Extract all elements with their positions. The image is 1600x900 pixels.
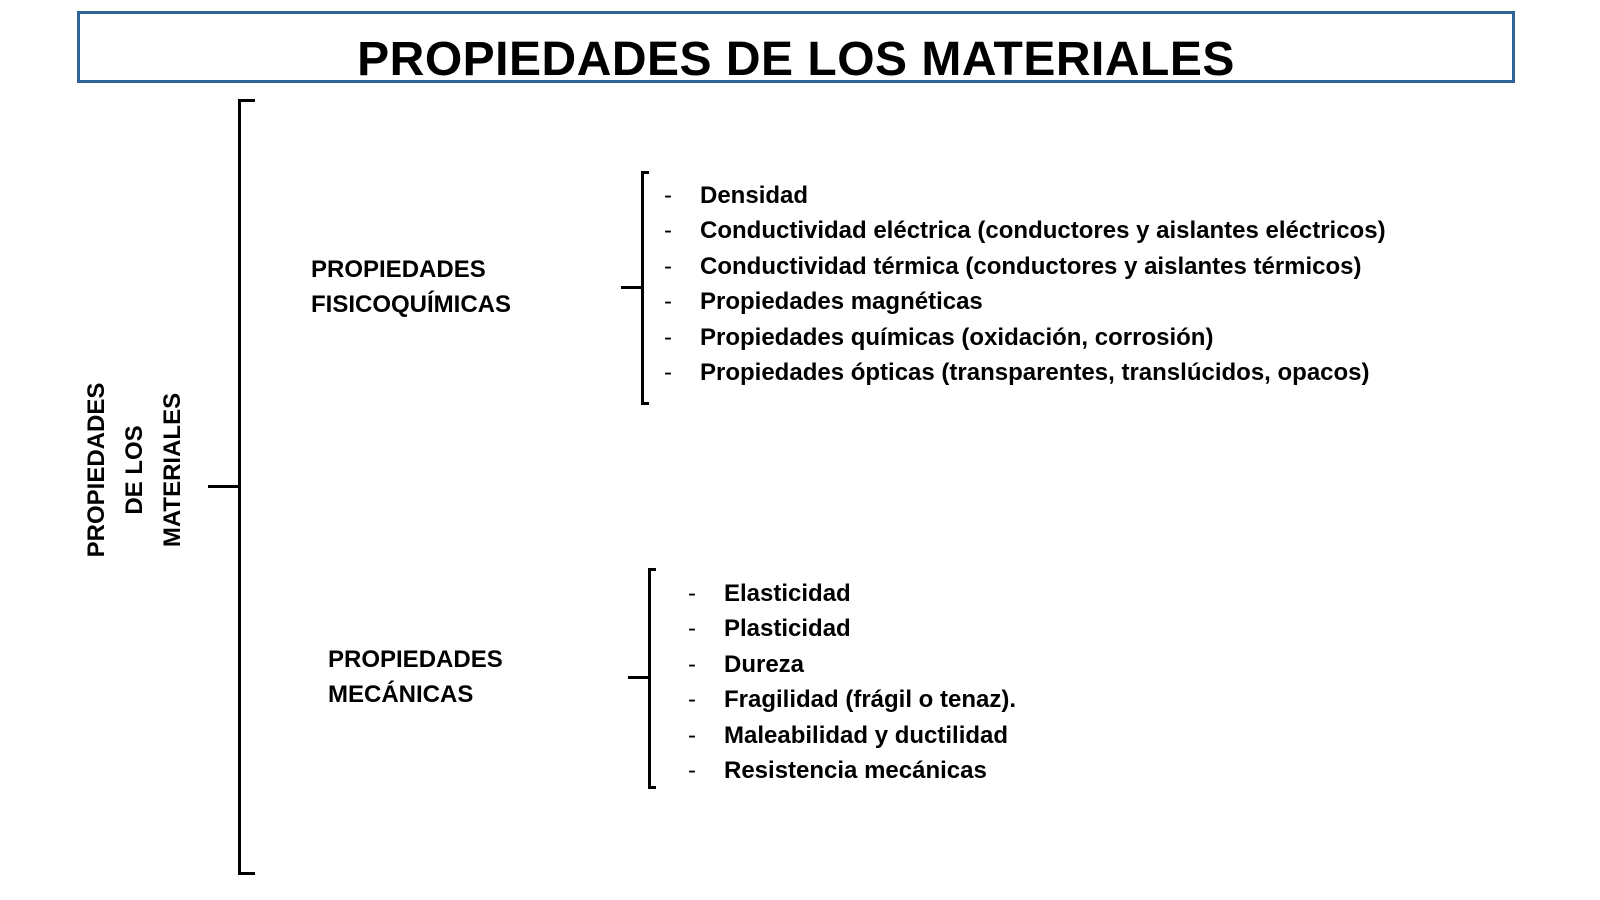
group-label-mecanicas: [328, 642, 503, 712]
item-text: Elasticidad: [724, 580, 851, 607]
list-item: [664, 213, 1386, 248]
mecanicas-bracket-stem: [628, 676, 651, 679]
root-label-line: DE LOS: [121, 425, 148, 515]
item-text: Dureza: [724, 650, 805, 678]
group-label-line: FISICOQUÍMICAS: [311, 291, 512, 318]
group-label-line: PROPIEDADES: [328, 646, 503, 673]
item-text: Propiedades químicas (oxidación, corrosión): [700, 323, 1214, 351]
main-bracket: [238, 99, 255, 875]
list-item: [664, 320, 1386, 355]
list-item: [664, 178, 1386, 213]
dash-bullet-icon: -: [688, 721, 696, 749]
list-item: [688, 576, 1016, 611]
list-item: [688, 647, 1016, 682]
dash-bullet-icon: -: [664, 252, 672, 280]
item-text: Conductividad térmica (conductores y aislantes térmicos): [700, 252, 1362, 280]
item-text: Plasticidad: [724, 615, 851, 643]
list-item: [664, 249, 1386, 284]
title-box: [77, 11, 1515, 86]
list-item: [688, 611, 1016, 646]
item-text: Propiedades ópticas (transparentes, translúcidos, opacos): [700, 359, 1370, 387]
item-text: Fragilidad (frágil o tenaz).: [724, 686, 1017, 714]
item-text: Densidad: [700, 182, 809, 209]
dash-bullet-icon: -: [688, 615, 696, 643]
list-item: [688, 718, 1016, 753]
group-label-line: MECÁNICAS: [328, 681, 474, 708]
dash-bullet-icon: -: [688, 757, 696, 785]
group-label-fisicoquimicas: [311, 252, 511, 322]
fisicoquimicas-bracket: [641, 171, 649, 405]
dash-bullet-icon: -: [664, 288, 672, 316]
main-bracket-stem: [208, 485, 241, 488]
page-title: PROPIEDADES DE LOS MATERIALES: [357, 33, 1235, 86]
item-text: Conductividad eléctrica (conductores y aislantes eléctricos): [700, 217, 1386, 245]
fisicoquimicas-bracket-stem: [621, 286, 644, 289]
item-text: Resistencia mecánicas: [724, 757, 987, 785]
mecanicas-bracket: [648, 568, 656, 789]
dash-bullet-icon: -: [688, 686, 696, 714]
root-label-line: MATERIALES: [159, 392, 186, 548]
root-label-line: PROPIEDADES: [83, 382, 110, 558]
item-text: Propiedades magnéticas: [700, 288, 983, 316]
dash-bullet-icon: -: [664, 323, 672, 351]
dash-bullet-icon: -: [664, 359, 672, 387]
dash-bullet-icon: -: [688, 580, 696, 607]
dash-bullet-icon: -: [664, 182, 672, 209]
fisicoquimicas-list: [664, 178, 1386, 390]
group-label-line: PROPIEDADES: [311, 256, 486, 283]
list-item: [664, 355, 1386, 390]
mecanicas-list: [688, 576, 1016, 788]
list-item: [688, 753, 1016, 788]
list-item: [664, 284, 1386, 319]
dash-bullet-icon: -: [688, 650, 696, 678]
item-text: Maleabilidad y ductilidad: [724, 721, 1009, 749]
dash-bullet-icon: -: [664, 217, 672, 245]
root-label: [80, 370, 190, 570]
list-item: [688, 682, 1016, 717]
